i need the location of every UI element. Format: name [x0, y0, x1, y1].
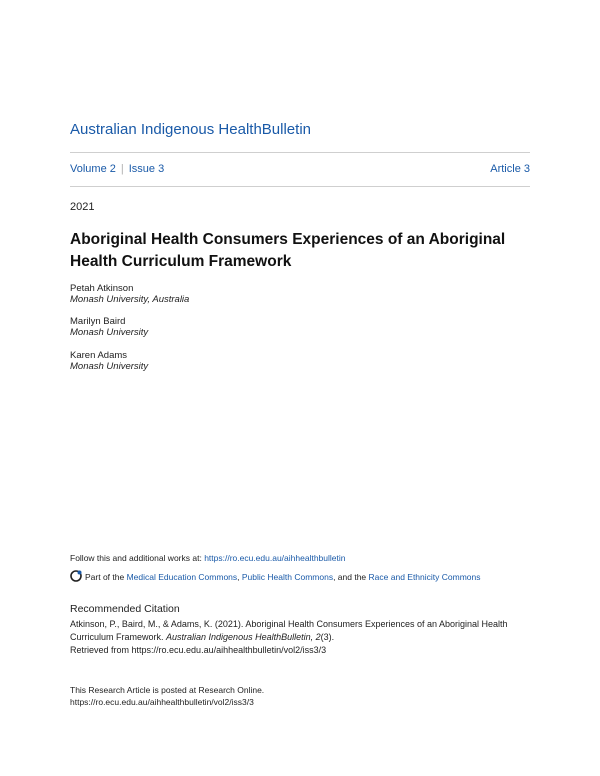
race-ethnicity-commons-link[interactable]: Race and Ethnicity Commons	[368, 572, 481, 582]
recommended-citation-heading: Recommended Citation	[70, 603, 180, 615]
part-of-separator: , and the	[333, 572, 369, 582]
follow-link[interactable]: https://ro.ecu.edu.au/aihhealthbulletin	[204, 553, 346, 563]
part-of-line	[70, 570, 481, 582]
issue-separator: |	[120, 163, 124, 175]
part-of-prefix: Part of the	[85, 572, 127, 582]
author-name: Petah Atkinson	[70, 283, 134, 294]
author-name: Marilyn Baird	[70, 316, 126, 327]
footer-line-1: This Research Article is posted at Research Online.	[70, 685, 265, 695]
part-of-separator: ,	[237, 572, 242, 582]
article-title: Aboriginal Health Consumers Experiences of an Aboriginal Health Curriculum Framework	[70, 231, 506, 270]
follow-text: Follow this and additional works at:	[70, 553, 205, 563]
footer-note	[70, 684, 264, 708]
divider-bottom	[70, 186, 530, 187]
author-affiliation: Monash University, Australia	[70, 294, 190, 305]
public-health-commons-link[interactable]: Public Health Commons	[241, 572, 334, 582]
citation-journal: Australian Indigenous HealthBulletin, 2	[166, 632, 321, 642]
commons-network-icon	[70, 570, 82, 582]
journal-title[interactable]: Australian Indigenous HealthBulletin	[70, 121, 311, 138]
footer-line-2: https://ro.ecu.edu.au/aihhealthbulletin/vol2/iss3/3	[70, 697, 254, 707]
author-affiliation: Monash University	[70, 327, 149, 338]
citation-text	[70, 618, 540, 657]
issue-row	[70, 163, 530, 175]
issue-link[interactable]: Issue 3	[128, 163, 165, 175]
author-block-2	[70, 316, 148, 338]
article-link[interactable]: Article 3	[490, 163, 530, 175]
divider-top	[70, 152, 530, 153]
author-affiliation: Monash University	[70, 361, 149, 372]
follow-line	[70, 553, 345, 563]
author-block-1	[70, 283, 189, 305]
volume-link[interactable]: Volume 2	[70, 163, 116, 175]
publication-year: 2021	[70, 201, 95, 213]
citation-issue: (3).	[320, 632, 335, 642]
author-block-3	[70, 350, 148, 372]
author-name: Karen Adams	[70, 350, 128, 361]
medical-education-commons-link[interactable]: Medical Education Commons	[126, 572, 238, 582]
citation-retrieved: Retrieved from https://ro.ecu.edu.au/aihhealthbulletin/vol2/iss3/3	[70, 645, 327, 655]
citation-body: Atkinson, P., Baird, M., & Adams, K. (2021). Aboriginal Health Consumers Experiences of an Aboriginal Health Curriculum Framework.	[70, 619, 508, 642]
